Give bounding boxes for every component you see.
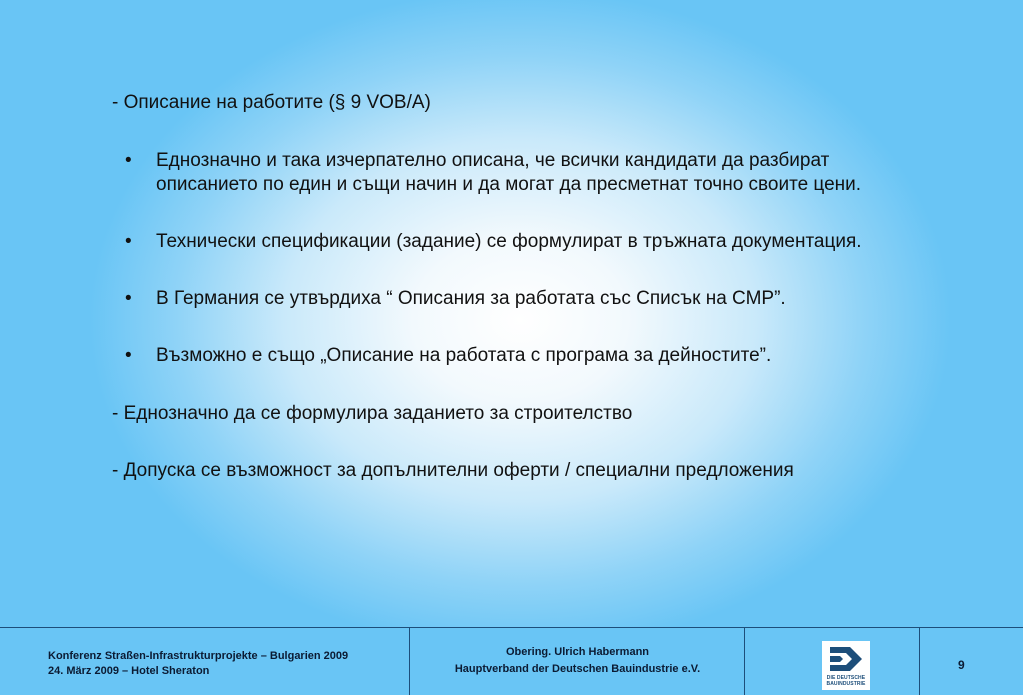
footer-author-info [410,644,745,678]
footer-conference-info [48,649,348,679]
bullet-dot: • [125,231,132,252]
bullet-item [125,344,985,368]
conference-date-venue: 24. März 2009 – Hotel Sheraton [48,665,210,677]
bauindustrie-logo-icon [826,643,866,675]
logo-caption-line: BAUINDUSTRIE [826,681,866,687]
bullet-dot: • [125,345,132,366]
dash-line-item: - Еднозначно да се формулира заданието за строителство [112,403,633,424]
bauindustrie-logo [822,641,870,690]
footer-divider [919,628,920,695]
conference-title: Konferenz Straßen-Infrastrukturprojekte – Bulgarien 2009 [48,650,349,662]
organization-name: Hauptverband der Deutschen Bauindustrie e.V. [454,663,701,675]
bullet-dot: • [125,150,132,171]
bullet-text-line: описанието по един и същи начин и да могат да пресметнат точно своите цени. [156,174,862,195]
slide-footer [0,627,1023,694]
logo-caption [822,675,870,687]
bullet-item [125,230,985,254]
bullet-text-line: Технически спецификации (задание) се формулират в тръжната документация. [156,231,862,252]
author-name: Obering. Ulrich Habermann [505,646,650,658]
bullet-item [125,287,985,311]
bullet-text-line: В Германия се утвърдиха “ Описания за работата със Списък на СМР”. [156,288,786,309]
dash-line-item: - Допуска се възможност за допълнителни оферти / специални предложения [112,460,794,481]
page-number: 9 [958,658,965,672]
bullet-text-line: Еднозначно и така изчерпателно описана, че всички кандидати да разбират [156,150,830,171]
bullet-text-line: Възможно е също „Описание на работата с програма за дейностите”. [156,345,772,366]
bullet-dot: • [125,288,132,309]
logo-caption-line: DIE DEUTSCHE [826,675,866,681]
bullet-item [125,149,985,197]
slide-heading: - Описание на работите (§ 9 VOB/A) [112,92,431,113]
